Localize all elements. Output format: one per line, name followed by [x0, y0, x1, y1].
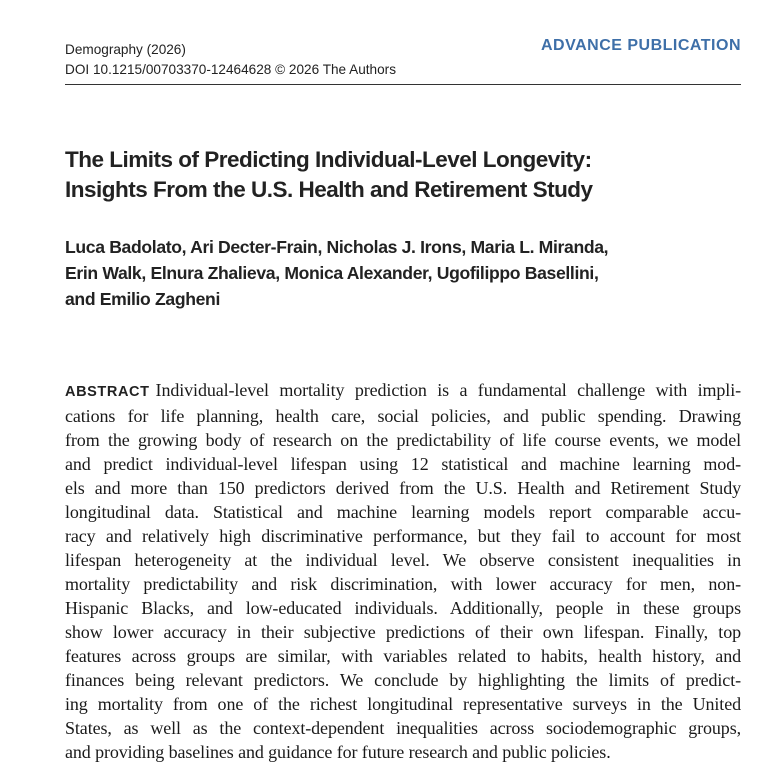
abstract-line: features across groups are similar, with variables related to habits, health history, and	[65, 646, 741, 666]
journal-meta	[65, 40, 396, 80]
article-title	[65, 145, 725, 205]
abstract-line: finances being relevant predictors. We conclude by highlighting the limits of predict-	[65, 670, 741, 690]
abstract-line: ing mortality from one of the richest longitudinal representative surveys in the United	[65, 694, 741, 714]
abstract-line: and providing baselines and guidance for future research and public policies.	[65, 742, 611, 762]
abstract-line: lifespan heterogeneity at the individual level. We observe consistent inequalities in	[65, 550, 741, 570]
author-list	[65, 234, 741, 312]
abstract-line: Hispanic Blacks, and low-educated individuals. Additionally, people in these groups	[65, 598, 741, 618]
title-line: Insights From the U.S. Health and Retirement Study	[65, 177, 593, 202]
author-line: and Emilio Zagheni	[65, 289, 220, 309]
abstract-line: States, as well as the context-dependent inequalities across sociodemographic groups,	[65, 718, 741, 738]
article-page	[65, 0, 741, 778]
journal-name: Demography (2026)	[65, 42, 186, 57]
author-line: Luca Badolato, Ari Decter-Frain, Nicholas J. Irons, Maria L. Miranda,	[65, 237, 609, 257]
doi-copyright-line: DOI 10.1215/00703370-12464628 © 2026 The Authors	[65, 62, 396, 77]
abstract	[65, 378, 741, 764]
header-divider	[65, 84, 741, 85]
abstract-line: and predict individual-level lifespan using 12 statistical and machine learning mod-	[65, 454, 741, 474]
abstract-line: from the growing body of research on the predictability of life course events, we model	[65, 430, 741, 450]
abstract-line	[65, 378, 741, 404]
abstract-line: show lower accuracy in their subjective predictions of their own lifespan. Finally, top	[65, 622, 741, 642]
author-line: Erin Walk, Elnura Zhalieva, Monica Alexander, Ugofilippo Basellini,	[65, 263, 599, 283]
abstract-line: longitudinal data. Statistical and machine learning models report comparable accu-	[65, 502, 741, 522]
abstract-line: mortality predictability and risk discrimination, with lower accuracy for men, non-	[65, 574, 741, 594]
abstract-label: ABSTRACT	[65, 384, 150, 400]
publication-status-tag: ADVANCE PUBLICATION	[540, 37, 741, 54]
abstract-line-text: Individual-level mortality prediction is a fundamental challenge with impli-	[155, 380, 741, 400]
title-line: The Limits of Predicting Individual-Level Longevity:	[65, 147, 592, 172]
abstract-line: cations for life planning, health care, social policies, and public spending. Drawing	[65, 406, 741, 426]
abstract-line: racy and relatively high discriminative performance, but they fail to account for most	[65, 526, 741, 546]
abstract-line: els and more than 150 predictors derived from the U.S. Health and Retirement Study	[65, 478, 741, 498]
